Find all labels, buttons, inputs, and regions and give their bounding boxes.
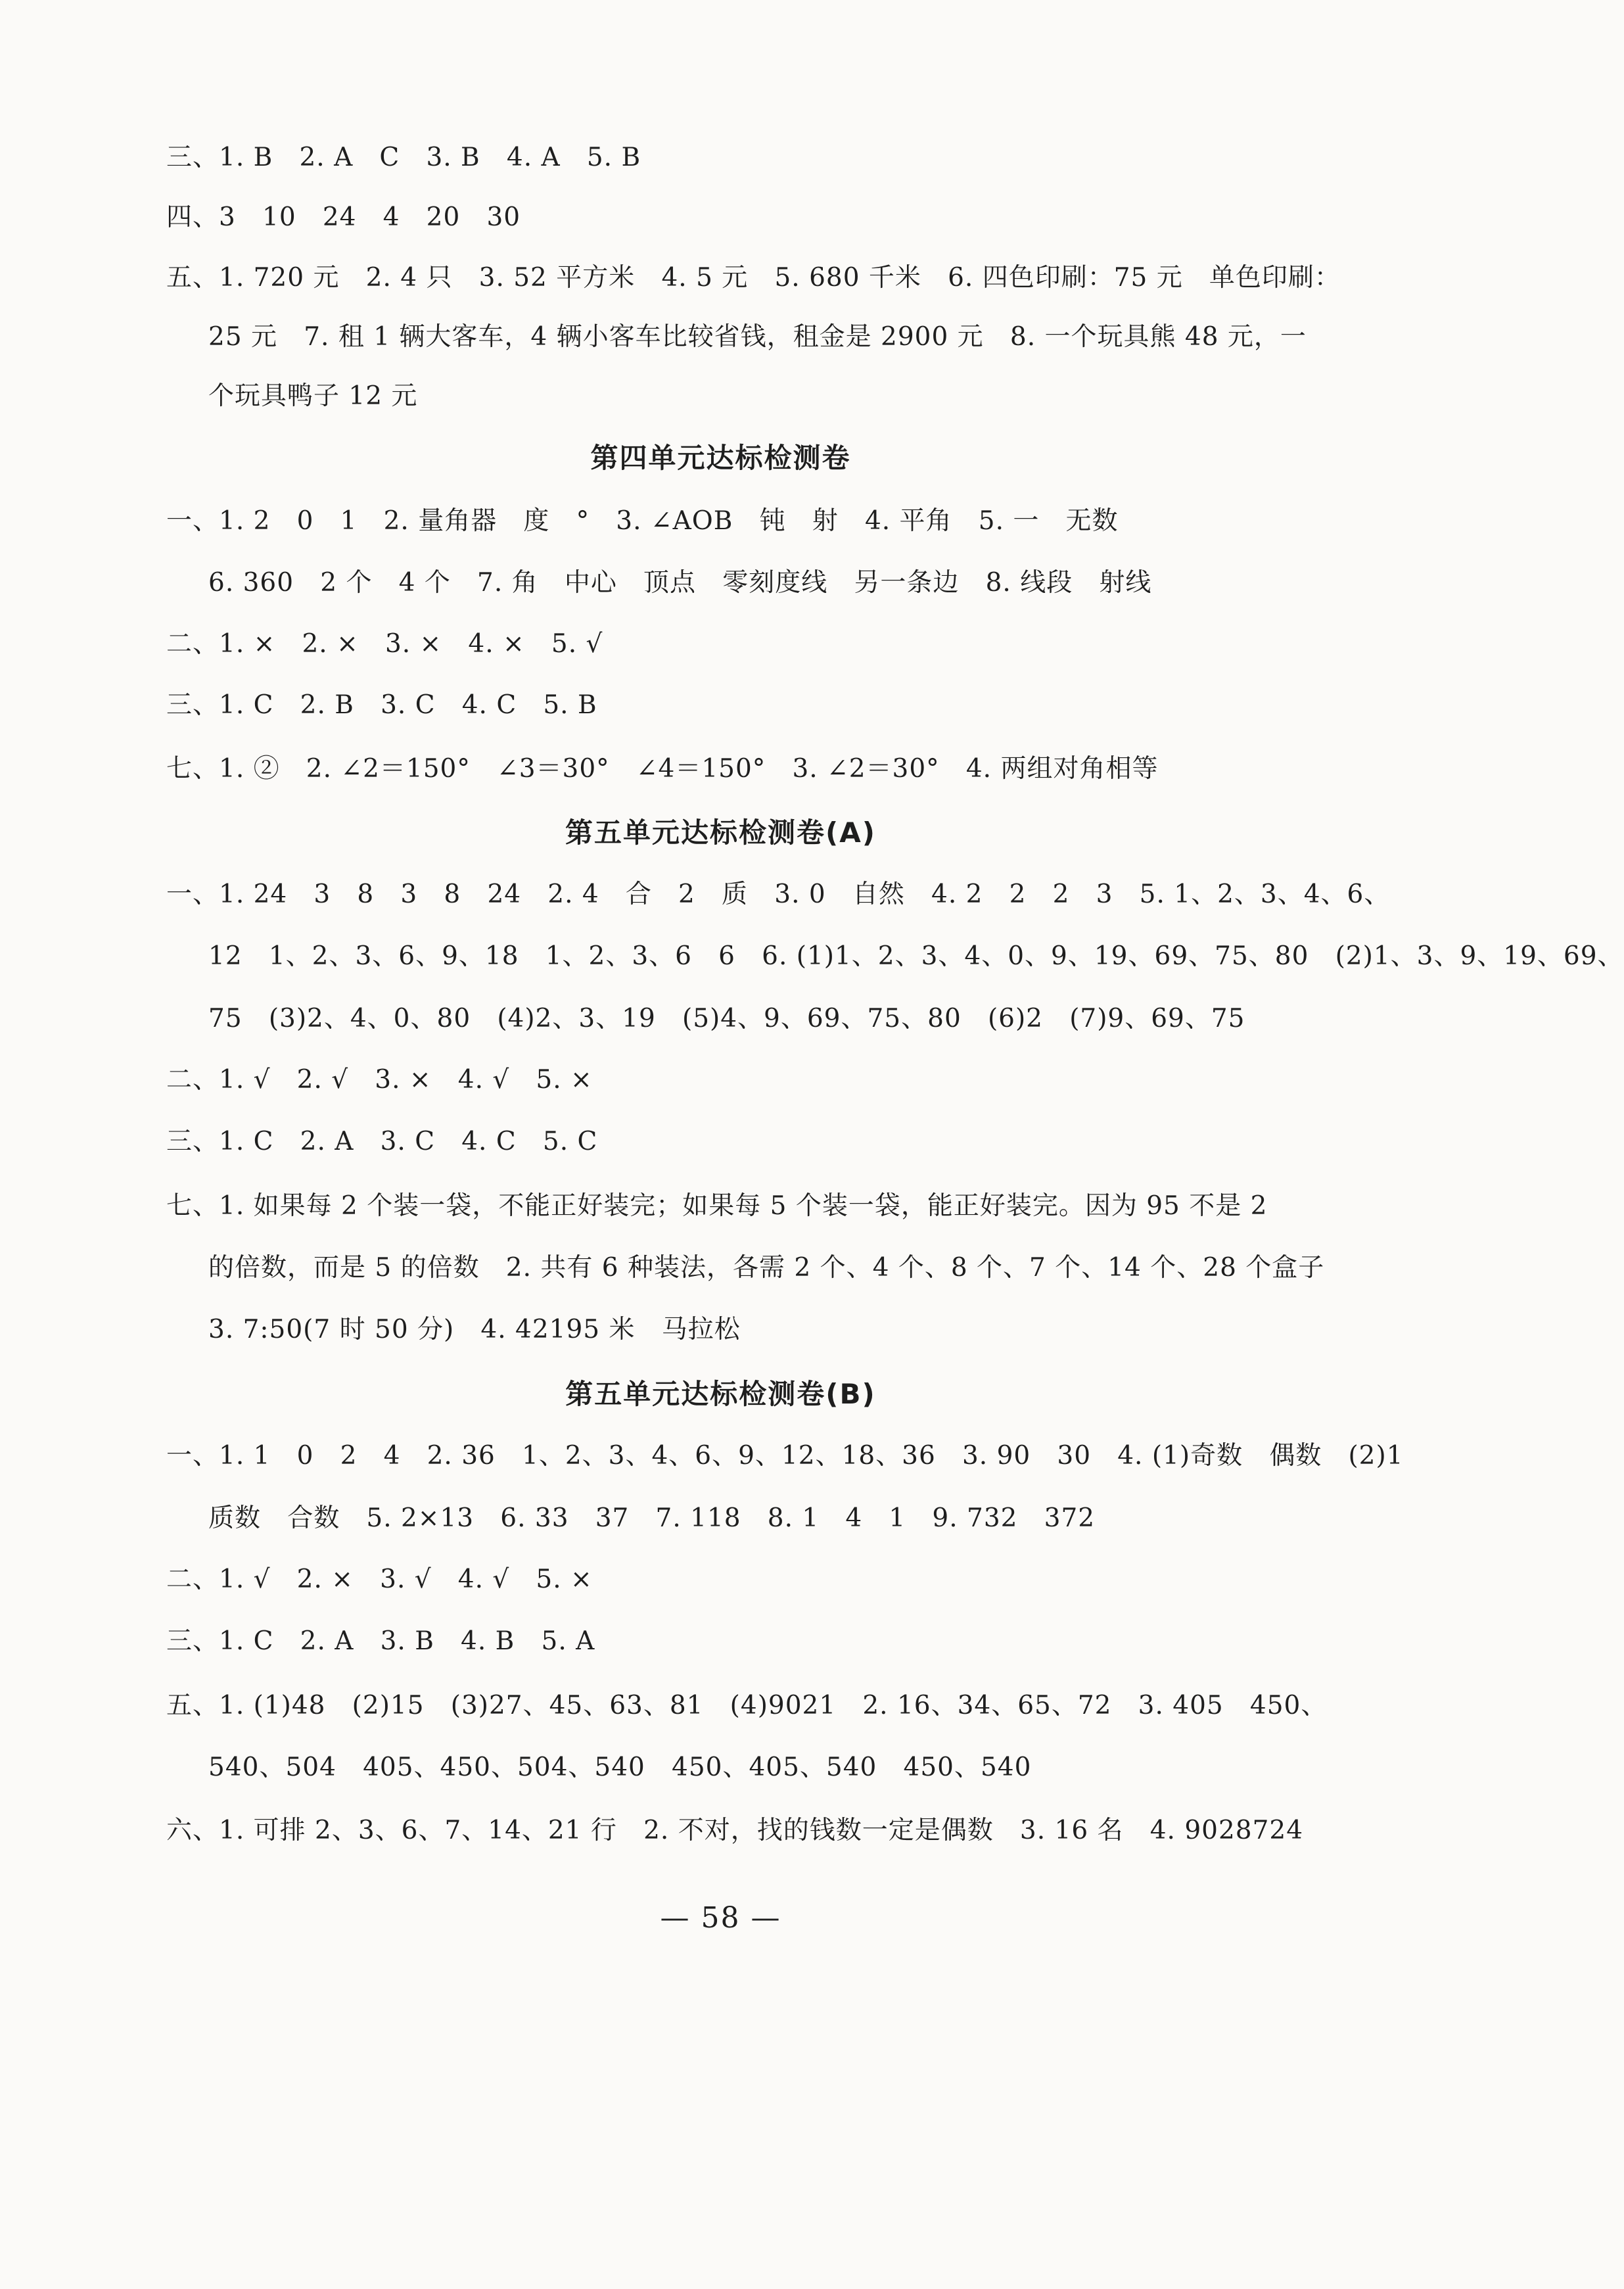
answer-line: 3. 7:50(7 时 50 分) 4. 42195 米 马拉松 [208, 1315, 741, 1344]
answer-line: 三、1. C 2. A 3. C 4. C 5. C [166, 1127, 598, 1156]
answer-line: 一、1. 1 0 2 4 2. 36 1、2、3、4、6、9、12、18、36 3. 90 30 4. (1)奇数 偶数 (2)1 [166, 1441, 1404, 1471]
answer-line: 一、1. 2 0 1 2. 量角器 度 ° 3. ∠AOB 钝 射 4. 平角 5. 一 无数 [166, 506, 1119, 536]
answer-line: 三、1. C 2. A 3. B 4. B 5. A [166, 1626, 595, 1656]
answer-line: 12 1、2、3、6、9、18 1、2、3、6 6 6. (1)1、2、3、4、0、9、19、69、75、80 (2)1、3、9、19、69、 [208, 941, 1624, 971]
answer-line: 五、1. 720 元 2. 4 只 3. 52 平方米 4. 5 元 5. 680 千米 6. 四色印刷：75 元 单色印刷： [166, 263, 1341, 293]
answer-line: 质数 合数 5. 2×13 6. 33 37 7. 118 8. 1 4 1 9. 732 372 [208, 1503, 1096, 1533]
answer-line: 75 (3)2、4、0、80 (4)2、3、19 (5)4、9、69、75、80 (6)2 (7)9、69、75 [208, 1004, 1245, 1033]
answer-line: 四、3 10 24 4 20 30 [166, 202, 521, 232]
answer-line: 五、1. (1)48 (2)15 (3)27、45、63、81 (4)9021 2. 16、34、65、72 3. 405 450、 [166, 1691, 1328, 1720]
answer-line: 540、504 405、450、504、540 450、405、540 450、540 [208, 1753, 1032, 1782]
answer-line: 七、1. ② 2. ∠2＝150° ∠3＝30° ∠4＝150° 3. ∠2＝30° 4. 两组对角相等 [166, 754, 1159, 784]
answer-line: 三、1. C 2. B 3. C 4. C 5. B [166, 690, 597, 720]
answer-line: 三、1. B 2. A C 3. B 4. A 5. B [166, 143, 641, 172]
answer-line: 25 元 7. 租 1 辆大客车，4 辆小客车比较省钱，租金是 2900 元 8. 一个玩具熊 48 元，一 [208, 322, 1307, 352]
answer-line: 二、1. √ 2. × 3. √ 4. √ 5. × [166, 1565, 593, 1594]
answer-line: 六、1. 可排 2、3、6、7、14、21 行 2. 不对，找的钱数一定是偶数 3. 16 名 4. 9028724 [166, 1816, 1304, 1845]
answer-line: 的倍数，而是 5 的倍数 2. 共有 6 种装法，各需 2 个、4 个、8 个、7 个、14 个、28 个盒子 [208, 1253, 1325, 1283]
section-heading-unit5b: 第五单元达标检测卷(B) [565, 1378, 876, 1410]
answer-line: 二、1. √ 2. √ 3. × 4. √ 5. × [166, 1065, 593, 1095]
answer-line: 一、1. 24 3 8 3 8 24 2. 4 合 2 质 3. 0 自然 4. 2 2 2 3 5. 1、2、3、4、6、 [166, 880, 1391, 909]
answer-line: 6. 360 2 个 4 个 7. 角 中心 顶点 零刻度线 另一条边 8. 线段 射线 [208, 568, 1152, 598]
answer-line: 个玩具鸭子 12 元 [208, 381, 418, 411]
section-heading-unit5a: 第五单元达标检测卷(A) [565, 816, 876, 849]
answer-line: 七、1. 如果每 2 个装一袋，不能正好装完；如果每 5 个装一袋，能正好装完。因为 95 不是 2 [166, 1191, 1268, 1221]
section-heading-unit4: 第四单元达标检测卷 [590, 442, 851, 474]
page-number: — 58 — [660, 1901, 781, 1935]
answer-line: 二、1. × 2. × 3. × 4. × 5. √ [166, 629, 603, 659]
